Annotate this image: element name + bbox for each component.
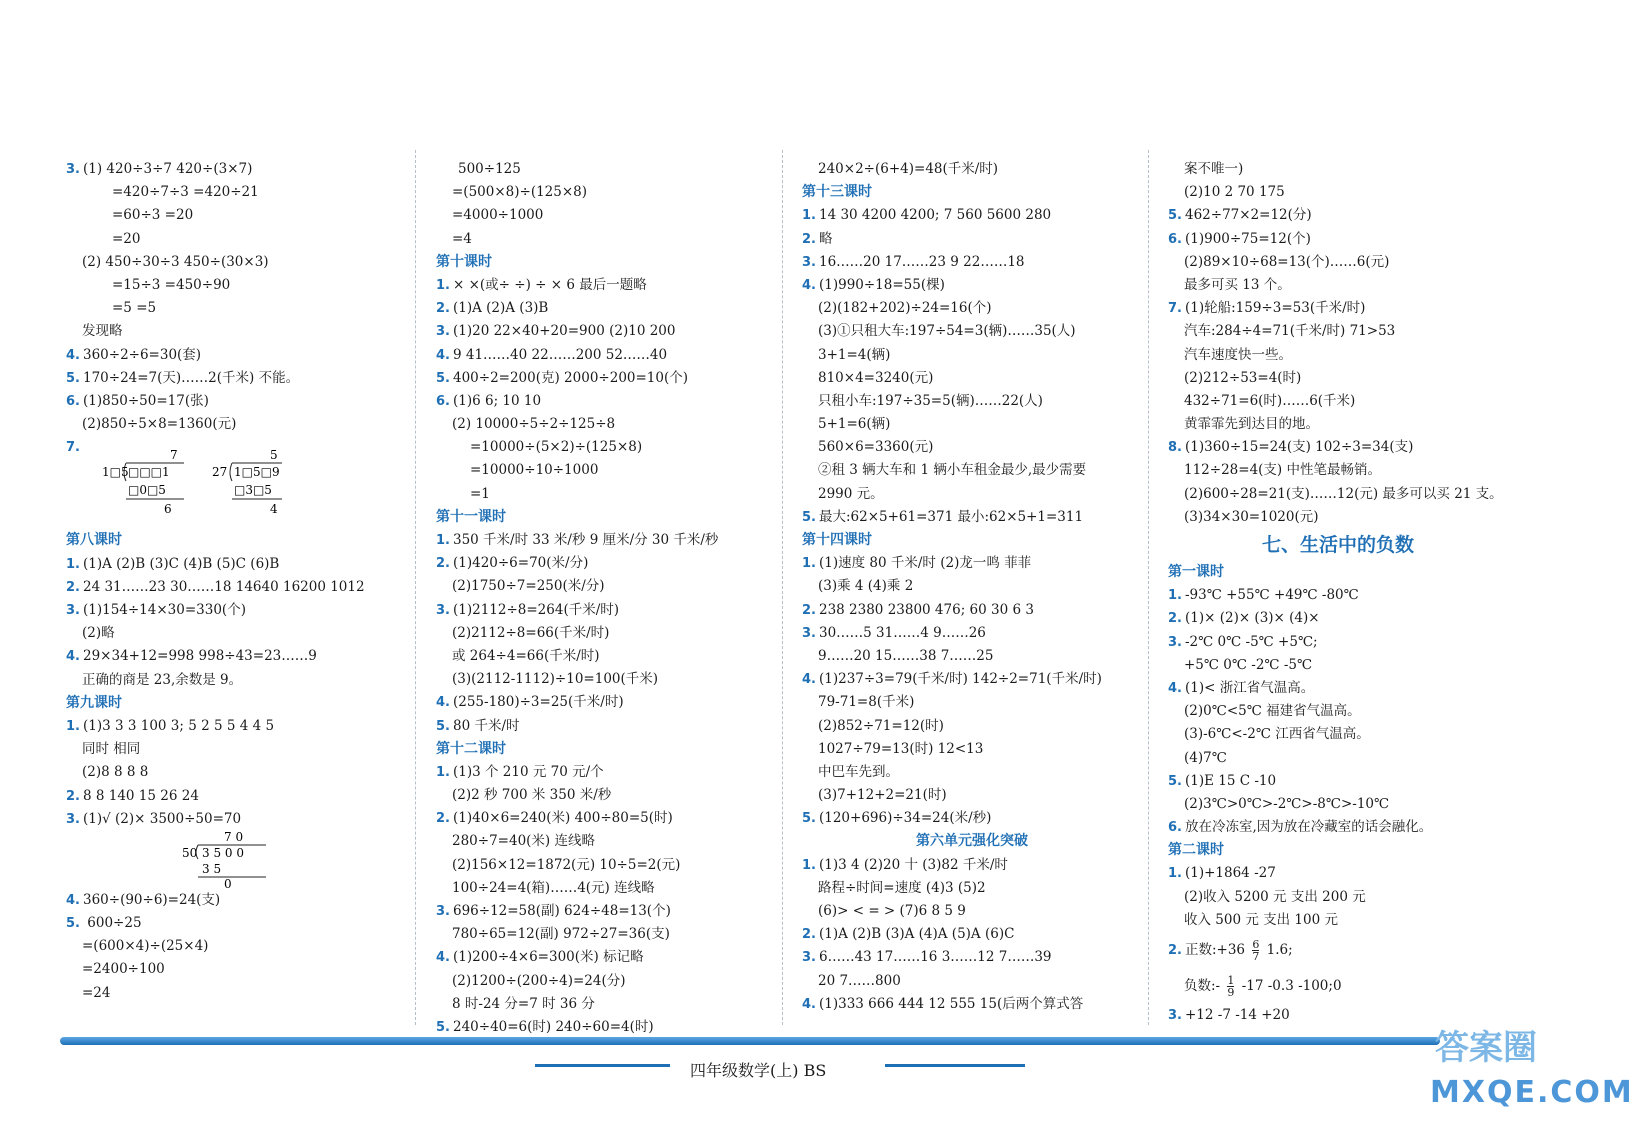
answer-line: (2) 450÷30÷3 450÷(30×3) — [82, 253, 269, 270]
answer-line: 560×6=3360(元) — [818, 439, 934, 456]
answer-line: 1. 14 30 4200 4200; 7 560 5600 280 — [802, 207, 1052, 224]
quotient: 5 — [270, 448, 278, 463]
answer-line: 3. -2℃ 0℃ -5℃ +5℃; — [1168, 633, 1318, 650]
answer-line: 8. (1)360÷15=24(支) 102÷3=34(支) — [1168, 439, 1414, 456]
answer-line: =4000÷1000 — [452, 207, 544, 224]
answer-line: 只租小车:197÷35=5(辆)……22(人) — [818, 392, 1043, 409]
answer-line: (2)1750÷7=250(米/分) — [452, 578, 605, 595]
quotient: 7 0 — [224, 829, 244, 844]
answer-line: =420÷7÷3 =420÷21 — [112, 184, 259, 201]
section-heading: 第一课时 — [1168, 564, 1224, 580]
answer-line: 4. 360÷(90÷6)=24(支) — [66, 891, 221, 908]
section-heading: 第十三课时 — [802, 184, 872, 201]
divisor: 1□5 — [102, 465, 129, 480]
answer-line: (2)略 — [82, 625, 115, 642]
divisor: 27 — [212, 465, 228, 480]
answer-line: (2)89×10÷68=13(个)……6(元) — [1184, 253, 1390, 270]
answer-line: 1. (1)A (2)B (3)C (4)B (5)C (6)B — [66, 555, 280, 572]
answer-line: 500÷125 — [458, 161, 521, 177]
section-heading: 第十一课时 — [436, 508, 506, 525]
answer-line: 5. 80 千米/时 — [436, 717, 520, 734]
answer-line: (2)1200÷(200÷4)=24(分) — [452, 972, 626, 989]
section-heading: 第九课时 — [66, 694, 122, 711]
answer-line: 3. 16……20 17……23 9 22……18 — [802, 253, 1025, 270]
footer-line-right — [885, 1064, 1025, 1067]
dividend: 3 5 0 0 — [202, 845, 244, 860]
answer-line: 6. (1)850÷50=17(张) — [66, 392, 209, 409]
answer-line: 最多可买 13 个。 — [1184, 276, 1291, 293]
answer-line: (3)乘 4 (4)乘 2 — [818, 578, 914, 595]
answer-line: =20 — [112, 230, 141, 247]
answer-line: 4. (1)333 666 444 12 555 15(后两个算式答 — [802, 995, 1084, 1012]
answer-line: 或 264÷4=66(千米/时) — [452, 647, 600, 664]
footer-line-left — [535, 1064, 670, 1067]
answer-line: 5. 400÷2=200(克) 2000÷200=10(个) — [436, 369, 689, 386]
answer-line: 3. (1)2112÷8=264(千米/时) — [436, 601, 620, 618]
answer-line: 5. 240÷40=6(时) 240÷60=4(时) — [436, 1018, 654, 1035]
column-divider — [415, 150, 416, 1025]
answer-line: 20 7……800 — [818, 972, 901, 989]
answer-line: 1. (1)+1864 -27 — [1168, 865, 1276, 882]
answer-line: (3)①只租大车:197÷54=3(辆)……35(人) — [818, 323, 1076, 340]
answer-line: 3. 696÷12=58(副) 624÷48=13(个) — [436, 903, 671, 919]
answer-line: 2. (1)40×6=240(米) 400÷80=5(时) — [436, 810, 673, 827]
answer-line: 5. 170÷24=7(天)……2(千米) 不能。 — [66, 369, 300, 386]
answer-line: 2. (1)A (2)B (3)A (4)A (5)A (6)C — [802, 926, 1015, 943]
answer-line: (2)收入 5200 元 支出 200 元 — [1184, 888, 1366, 905]
answer-line: 2. 238 2380 23800 476; 60 30 6 3 — [802, 601, 1034, 618]
answer-line: 1. (1)速度 80 千米/时 (2)龙一鸣 菲菲 — [802, 555, 1032, 572]
answer-line: 4. 9 41……40 22……200 52……40 — [436, 346, 668, 363]
answer-line: (2)2112÷8=66(千米/时) — [452, 624, 610, 641]
answer-line: 8 时-24 分=7 时 36 分 — [452, 995, 595, 1012]
unit-title: 七、生活中的负数 — [1261, 534, 1414, 556]
answer-line: 4. 360÷2÷6=30(套) — [66, 346, 202, 363]
answer-line: 4. (1)990÷18=55(棵) — [802, 276, 945, 293]
answer-line: =1 — [470, 485, 490, 502]
answer-line: 3+1=4(辆) — [818, 346, 891, 363]
fraction: $\frac{6}{7}$ — [1252, 938, 1260, 963]
answer-line: 1. 350 千米/时 33 米/秒 9 厘米/分 30 千米/秒 — [436, 532, 719, 548]
answer-line: 1. -93℃ +55℃ +49℃ -80℃ — [1168, 587, 1359, 604]
answer-column-2 — [436, 158, 776, 1039]
product: □0□5 — [128, 483, 166, 498]
answer-line: 2. 略 — [802, 230, 833, 247]
answer-line: =24 — [82, 984, 111, 1001]
answer-line: 810×4=3240(元) — [818, 369, 934, 386]
section-heading: 第六单元强化突破 — [916, 833, 1028, 850]
answer-line: 3. (1)20 22×40+20=900 (2)10 200 — [436, 323, 676, 340]
answer-column-3 — [802, 158, 1142, 1016]
section-heading: 第八课时 — [66, 532, 122, 549]
section-heading: 第十四课时 — [802, 532, 872, 548]
answer-line: (2)2 秒 700 米 350 米/秒 — [452, 787, 612, 804]
answer-line: (3)7+12+2=21(时) — [818, 787, 947, 804]
answer-line: 780÷65=12(副) 972÷27=36(支) — [452, 926, 670, 943]
answer-line: 2. (1)420÷6=70(米/分) — [436, 555, 589, 572]
answer-line: =10000÷(5×2)÷(125×8) — [470, 439, 643, 456]
answer-line: =10000÷10÷1000 — [470, 462, 599, 479]
section-heading: 第十二课时 — [436, 740, 506, 757]
answer-line: +5℃ 0℃ -2℃ -5℃ — [1184, 656, 1313, 673]
answer-line: 4. (1)200÷4×6=300(米) 标记略 — [436, 949, 644, 966]
answer-line: (2)156×12=1872(元) 10÷5=2(元) — [452, 856, 681, 873]
answer-column-1 — [66, 158, 406, 1005]
answer-line: 7. — [66, 440, 80, 456]
answer-line: 3. (1)154÷14×30=330(个) — [66, 602, 246, 618]
answer-line: 3. +12 -7 -14 +20 — [1168, 1007, 1290, 1023]
answer-line: 汽车速度快一些。 — [1184, 346, 1292, 363]
answer-line: 3. 30……5 31……4 9……26 — [802, 624, 986, 641]
answer-line: 同时 相同 — [82, 741, 141, 758]
answer-line: =4 — [452, 230, 472, 247]
answer-line: 7. (1)轮船:159÷3=53(千米/时) — [1168, 300, 1366, 317]
answer-line: =15÷3 =450÷90 — [112, 276, 231, 293]
answer-line: 4. (1)< 浙江省气温高。 — [1168, 679, 1315, 696]
answer-column-4 — [1168, 158, 1508, 1027]
answer-line: 2. 8 8 140 15 26 24 — [66, 787, 199, 804]
answer-line: 6. 放在冷冻室,因为放在冷藏室的话会融化。 — [1168, 819, 1433, 836]
answer-line: =5 =5 — [112, 300, 157, 317]
answer-line: 280÷7=40(米) 连线略 — [452, 833, 595, 850]
answer-line: 1. (1)3 个 210 元 70 元/个 — [436, 763, 604, 780]
answer-line: 正确的商是 23,余数是 9。 — [82, 671, 243, 688]
fraction: $\frac{1}{9}$ — [1227, 974, 1235, 999]
dividend: 1□5□9 — [234, 465, 280, 480]
answer-line: 3. 6……43 17……16 3……12 7……39 — [802, 949, 1052, 966]
answer-line: 5. 600÷25 — [66, 915, 142, 932]
product: 3 5 — [202, 861, 222, 876]
answer-line: 240×2÷(6+4)=48(千米/时) — [818, 161, 999, 177]
answer-line: (2)600÷28=21(支)……12(元) 最多可以买 21 支。 — [1184, 485, 1503, 502]
answer-line: 79-71=8(千米) — [818, 694, 915, 711]
answer-line: 3. (1)√ (2)× 3500÷50=70 — [66, 810, 242, 827]
answer-line: (3)-6℃<-2℃ 江西省气温高。 — [1184, 726, 1370, 743]
answer-line: (2)10 2 70 175 — [1184, 184, 1285, 201]
answer-line: 5. 462÷77×2=12(分) — [1168, 207, 1312, 224]
answer-line: (2)852÷71=12(时) — [818, 717, 944, 734]
answer-line: 6. (1)900÷75=12(个) — [1168, 230, 1311, 247]
answer-line: 2. 正数:+36 $\frac{6}{7}$ 1.6; — [1168, 938, 1293, 963]
answer-line: =(500×8)÷(125×8) — [452, 184, 588, 201]
answer-line: 4. 29×34+12=998 998÷43=23……9 — [66, 648, 317, 665]
long-division-figure — [66, 831, 406, 889]
watermark-text: MXQE.COM — [1430, 1075, 1634, 1110]
answer-line: 5. 最大:62×5+61=371 最小:62×5+1=311 — [802, 508, 1084, 525]
divisor: 50 — [182, 845, 198, 860]
answer-line: (6)> < = > (7)6 8 5 9 — [818, 903, 966, 919]
answer-line: 9……20 15……38 7……25 — [818, 647, 994, 664]
remainder: 4 — [270, 502, 278, 517]
answer-line: 2. (1)A (2)A (3)B — [436, 300, 549, 317]
answer-line: 5. (120+696)÷34=24(米/秒) — [802, 810, 992, 827]
answer-line: =60÷3 =20 — [112, 207, 194, 224]
answer-line: 432÷71=6(时)……6(千米) — [1184, 392, 1356, 409]
answer-line: 100÷24=4(箱)……4(元) 连线略 — [452, 879, 655, 896]
column-divider — [782, 150, 783, 1025]
answer-line: 2. (1)× (2)× (3)× (4)× — [1168, 610, 1320, 627]
answer-line: ②租 3 辆大车和 1 辆小车租金最少,最少需要 — [818, 462, 1087, 479]
product: □3□5 — [234, 483, 272, 498]
answer-line: 路程÷时间=速度 (4)3 (5)2 — [818, 879, 986, 896]
answer-line: 1027÷79=13(时) 12<13 — [818, 740, 984, 757]
answer-line: 3. (1) 420÷3÷7 420÷(3×7) — [66, 161, 253, 177]
answer-line: =2400÷100 — [82, 961, 165, 978]
section-heading: 第十课时 — [436, 253, 492, 270]
answer-line: 中巴车先到。 — [818, 763, 899, 780]
answer-line: (4)7℃ — [1184, 749, 1227, 766]
answer-line: 收入 500 元 支出 100 元 — [1184, 911, 1338, 928]
answer-line: (2)212÷53=4(时) — [1184, 369, 1302, 386]
answer-line: (2)3℃>0℃>-2℃>-8℃>-10℃ — [1184, 795, 1390, 812]
answer-line: 5. (1)E 15 C -10 — [1168, 772, 1277, 789]
footer-rule — [60, 1037, 1440, 1045]
answer-line: =(600×4)÷(25×4) — [82, 938, 209, 955]
answer-line: 发现略 — [82, 323, 123, 340]
answer-line: 4. (255-180)÷3=25(千米/时) — [436, 694, 624, 711]
answer-line: 1. (1)3 4 (2)20 十 (3)82 千米/时 — [802, 856, 1008, 873]
answer-line: 负数:- $\frac{1}{9}$ -17 -0.3 -100;0 — [1184, 974, 1342, 999]
watermark-logo: 答案圈 — [1435, 1028, 1537, 1068]
answer-line: (2) 10000÷5÷2÷125÷8 — [452, 416, 616, 433]
answer-line: 案不唯一) — [1184, 161, 1244, 177]
remainder: 6 — [164, 502, 172, 517]
answer-line: 5+1=6(辆) — [818, 416, 891, 433]
answer-line: (2)0℃<5℃ 福建省气温高。 — [1184, 703, 1361, 720]
page-footer-title: 四年级数学(上) BS — [690, 1061, 827, 1080]
answer-line: 黄霏霏先到达目的地。 — [1184, 416, 1319, 433]
answer-line: (3)(2112-1112)÷10=100(千米) — [452, 671, 659, 688]
answer-line: 汽车:284÷4=71(千米/时) 71>53 — [1184, 323, 1396, 340]
answer-line: 2. 24 31……23 30……18 14640 16200 1012 — [66, 578, 365, 595]
section-heading: 第二课时 — [1168, 842, 1224, 859]
quotient: 7 — [170, 448, 178, 463]
answer-line: (2)(182+202)÷24=16(个) — [818, 300, 992, 317]
column-divider — [1148, 150, 1149, 1025]
dividend: □□□1 — [128, 465, 170, 480]
answer-line: 6. (1)6 6; 10 10 — [436, 392, 542, 409]
answer-line: 1. × ×(或÷ ÷) ÷ × 6 最后一题略 — [436, 276, 647, 293]
long-division-figure — [66, 448, 406, 529]
answer-line: (3)34×30=1020(元) — [1184, 508, 1319, 525]
answer-line: (2)8 8 8 8 — [82, 764, 149, 781]
answer-line: (2)850÷5×8=1360(元) — [82, 416, 237, 433]
answer-line: 112÷28=4(支) 中性笔最畅销。 — [1184, 462, 1381, 479]
answer-line: 4. (1)237÷3=79(千米/时) 142÷2=71(千米/时) — [802, 671, 1102, 688]
answer-line: 2990 元。 — [818, 485, 884, 502]
remainder: 0 — [224, 876, 232, 891]
answer-line: 1. (1)3 3 3 100 3; 5 2 5 5 4 4 5 — [66, 717, 275, 734]
